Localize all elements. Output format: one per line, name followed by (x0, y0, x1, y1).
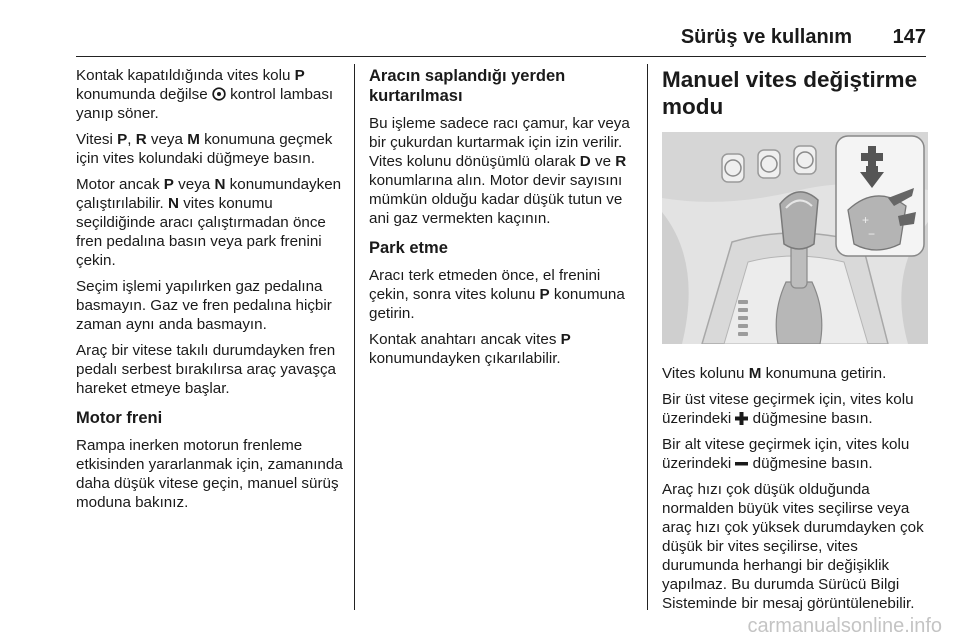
minus-icon (735, 457, 748, 470)
paragraph: Vitesi P, R veya M konumuna geçmek için vites kolundaki düğmeye basın. (76, 131, 333, 167)
paragraph: Bir üst vitese geçirmek için, vites kolu üzerindeki düğmesine basın. (662, 391, 914, 427)
page-number: 147 (892, 26, 926, 48)
paragraph: Bu işleme sadece racı çamur, kar veya bir çukurdan kurtarmak için izin verilir. Vites kolunu dönüşümlü olarak D ve R konumlarına alın. Motor devir sayısını mümkün olduğu kadar düşük tutun ve ani gaz vermekten kaçının. (369, 115, 630, 227)
column-right (662, 66, 928, 620)
transmission-warning-icon (212, 87, 226, 101)
paragraph: Motor ancak P veya N konumundayken çalıştırılabilir. N vites konumu seçildiğinde aracı çalıştırmadan önce fren pedalına basın veya park frenini çekin. (76, 176, 342, 269)
paragraph: Kontak anahtarı ancak vites P konumundayken çıkarılabilir. (369, 331, 571, 367)
paragraph: Rampa inerken motorun frenleme etkisinden yararlanmak için, zamanında daha düşük vitese geçin, manuel sürüş moduna bakınız. (76, 437, 343, 511)
paragraph: Bir alt vitese geçirmek için, vites kolu üzerindeki düğmesine basın. (662, 436, 910, 472)
plus-icon (735, 412, 748, 425)
section-title: Sürüş ve kullanım (680, 26, 852, 48)
heading-engine-brake: Motor freni (76, 409, 163, 427)
paragraph: Seçim işlemi yapılırken gaz pedalına basmayın. Gaz ve fren pedalına hiçbir zaman aynı anda basmayın. (76, 278, 332, 333)
page-header (76, 26, 926, 57)
paragraph: Aracı terk etmeden önce, el frenini çekin, sonra vites kolunu P konumuna getirin. (369, 267, 625, 322)
svg-text:+: + (862, 213, 870, 227)
column-divider (647, 64, 648, 610)
paragraph: Kontak kapatıldığında vites kolu P konumunda değilse kontrol lambası yanıp söner. (76, 67, 334, 122)
column-left (76, 66, 346, 519)
paragraph: Vites kolunu M konumuna getirin. (662, 365, 887, 382)
column-middle (369, 66, 633, 375)
gear-lever-illustration (662, 132, 928, 344)
paragraph: Araç hızı çok düşük olduğunda normalden büyük vites seçilirse veya araç hızı çok yüksek durumdayken çok düşük bir vites seçilirse, vites durumunda herhangi bir değişiklik yapılmaz. Bu durumda Sürücü Bilgi Sisteminde bir mesaj görüntülenebilir. (662, 481, 924, 612)
watermark: carmanualsonline.info (747, 615, 942, 637)
heading-manual-mode: Manuel vites değiştirme modu (662, 67, 918, 119)
heading-stuck-vehicle: Aracın saplandığı yerden kurtarılması (369, 67, 566, 105)
heading-parking: Park etme (369, 239, 448, 257)
svg-text:−: − (868, 227, 876, 241)
paragraph: Araç bir vitese takılı durumdayken fren pedalı serbest bırakılırsa araç yavaşça hareket etmeye başlar. (76, 342, 336, 397)
column-divider (354, 64, 355, 610)
